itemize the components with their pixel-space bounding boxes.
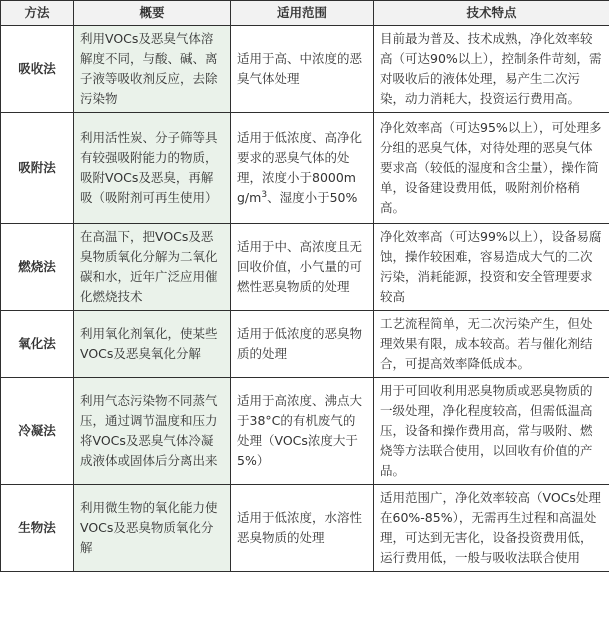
method-cell: 吸收法 [1,26,74,113]
method-cell: 吸附法 [1,113,74,224]
features-cell: 净化效率高（可达99%以上），设备易腐蚀，操作较困难，容易造成大气的二次污染，消耗能源，投资和安全管理要求较高 [374,224,609,311]
header-features: 技术特点 [374,1,609,26]
summary-cell: 利用活性炭、分子筛等具有较强吸附能力的物质，吸附VOCs及恶臭，再解吸（吸附剂可再生使用） [74,113,231,224]
summary-cell: 在高温下，把VOCs及恶臭物质氧化分解为二氧化碳和水，近年广泛应用催化燃烧技术 [74,224,231,311]
scope-cell: 适用于低浓度，水溶性恶臭物质的处理 [231,485,374,572]
summary-cell: 利用VOCs及恶臭气体溶解度不同，与酸、碱、离子液等吸收剂反应，去除污染物 [74,26,231,113]
scope-cell: 适用于低浓度的恶臭物质的处理 [231,311,374,378]
table-header-row [1,1,609,26]
header-scope: 适用范围 [231,1,374,26]
method-cell: 氧化法 [1,311,74,378]
features-cell: 目前最为普及、技术成熟，净化效率较高（可达90%以上），控制条件苛刻，需对吸收后的液体处理，易产生二次污染，动力消耗大，投资运行费用高。 [374,26,609,113]
table-row [1,485,609,572]
features-cell: 用于可回收利用恶臭物质或恶臭物质的一级处理，净化程度较高，但需低温高压，设备和操作费用高，常与吸附、燃烧等方法联合使用，以回收有价值的产品。 [374,378,609,485]
table-row [1,113,609,224]
table-row [1,378,609,485]
scope-cell [231,113,374,224]
table-row [1,224,609,311]
summary-cell: 利用微生物的氧化能力使VOCs及恶臭物质氧化分解 [74,485,231,572]
features-cell: 工艺流程简单，无二次污染产生，但处理效果有限，成本较高。若与催化剂结合，可提高效率降低成本。 [374,311,609,378]
scope-cell: 适用于高、中浓度的恶臭气体处理 [231,26,374,113]
scope-unit: g/m [237,190,262,205]
summary-cell: 利用氧化剂氧化，使某些VOCs及恶臭氧化分解 [74,311,231,378]
table-row [1,311,609,378]
method-cell: 燃烧法 [1,224,74,311]
scope-text: 适用于低浓度、高净化要求的恶臭气体的处理，浓度小于8000m [237,130,363,185]
scope-superscript: 3 [261,189,268,200]
scope-tail: 、湿度小于50% [267,190,358,205]
method-cell: 生物法 [1,485,74,572]
features-cell: 净化效率高（可达95%以上），可处理多分组的恶臭气体，对待处理的恶臭气体要求高（较低的湿度和含尘量），操作简单，设备建设费用低，吸附剂价格稍高。 [374,113,609,224]
header-method: 方法 [1,1,74,26]
method-cell: 冷凝法 [1,378,74,485]
features-cell: 适用范围广，净化效率较高（VOCs处理在60%-85%），无需再生过程和高温处理，可达到无害化，设备投资费用低，运行费用低，一般与吸收法联合使用 [374,485,609,572]
scope-cell: 适用于高浓度、沸点大于38°C的有机废气的处理（VOCs浓度大于5%） [231,378,374,485]
summary-cell: 利用气态污染物不同蒸气压，通过调节温度和压力将VOCs及恶臭气体冷凝成液体或固体后分离出来 [74,378,231,485]
header-summary: 概要 [74,1,231,26]
table-row [1,26,609,113]
scope-cell: 适用于中、高浓度且无回收价值，小气量的可燃性恶臭物质的处理 [231,224,374,311]
